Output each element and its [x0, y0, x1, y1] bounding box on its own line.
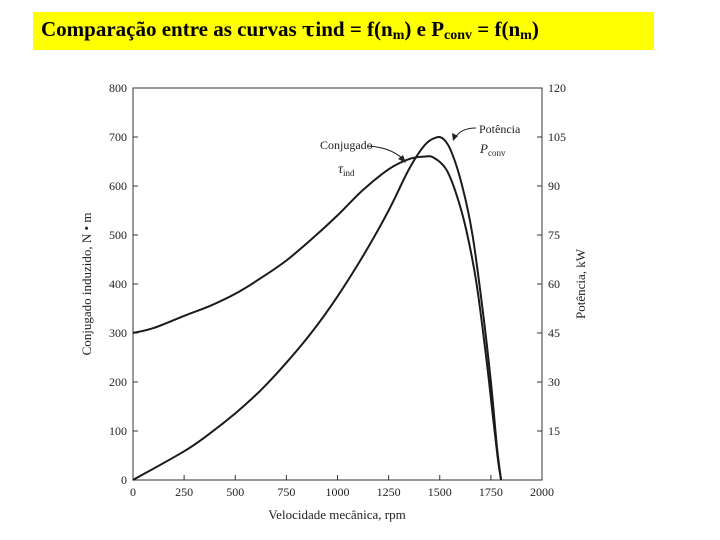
y-right-tick-label: 90 — [548, 179, 560, 193]
title-part1: ind = f(n — [315, 17, 393, 41]
torque-label-symbol — [338, 162, 355, 178]
series-curves — [133, 137, 501, 480]
y-right-tick-label: 75 — [548, 228, 560, 242]
power-curve — [133, 137, 501, 480]
title-tau-symbol: τ — [301, 17, 316, 41]
y-right-tick-label: 120 — [548, 81, 566, 95]
power-p: P — [480, 141, 488, 156]
title-prefix: Comparação entre as curvas — [41, 17, 302, 41]
x-tick-label: 500 — [226, 485, 245, 499]
torque-label-arrow — [368, 146, 404, 160]
y-left-tick-label: 300 — [109, 326, 127, 340]
x-tick-label: 1500 — [427, 485, 452, 499]
torque-sub: ind — [343, 168, 355, 178]
torque-tau: τ — [338, 162, 344, 177]
title-part3: = f(n — [472, 17, 521, 41]
y-left-tick-label: 100 — [109, 424, 127, 438]
y-left-tick-label: 0 — [121, 473, 127, 487]
title-sub3: m — [520, 28, 532, 43]
x-tick-label: 1750 — [478, 485, 503, 499]
x-tick-label: 2000 — [530, 485, 554, 499]
x-tick-label: 0 — [130, 485, 136, 499]
y-left-axis-ticks — [109, 81, 138, 487]
y-left-tick-label: 800 — [109, 81, 127, 95]
torque-label: Conjugado — [320, 138, 373, 152]
y-left-tick-label: 400 — [109, 277, 127, 291]
y-right-tick-label: 60 — [548, 277, 560, 291]
y-left-axis-label: Conjugado induzido, N • m — [79, 212, 94, 356]
y-left-tick-label: 200 — [109, 375, 127, 389]
title-sub1: m — [392, 28, 405, 43]
y-right-tick-label: 30 — [548, 375, 560, 389]
y-right-tick-label: 105 — [548, 130, 566, 144]
x-tick-label: 250 — [175, 485, 194, 499]
y-right-tick-label: 45 — [548, 326, 560, 340]
title-part4: ) — [531, 17, 539, 41]
y-right-axis-ticks — [537, 81, 566, 438]
torque-curve — [133, 156, 501, 480]
y-left-tick-label: 600 — [109, 179, 127, 193]
x-tick-label: 750 — [277, 485, 296, 499]
x-axis-ticks — [130, 475, 554, 499]
power-label-arrow — [455, 128, 476, 138]
title-sub2: conv — [444, 28, 473, 43]
x-tick-label: 1000 — [325, 485, 350, 499]
y-left-tick-label: 700 — [109, 130, 127, 144]
x-axis-label: Velocidade mecânica, rpm — [268, 507, 406, 522]
title-part2: ) e P — [404, 17, 445, 41]
power-label-symbol — [479, 141, 506, 158]
x-tick-label: 1250 — [376, 485, 401, 499]
y-right-tick-label: 15 — [548, 424, 560, 438]
power-label: Potência — [479, 122, 521, 136]
power-arrow-head — [452, 133, 458, 141]
power-sub: conv — [487, 148, 506, 158]
y-right-axis-label: Potência, kW — [573, 248, 588, 320]
y-left-tick-label: 500 — [109, 228, 127, 242]
